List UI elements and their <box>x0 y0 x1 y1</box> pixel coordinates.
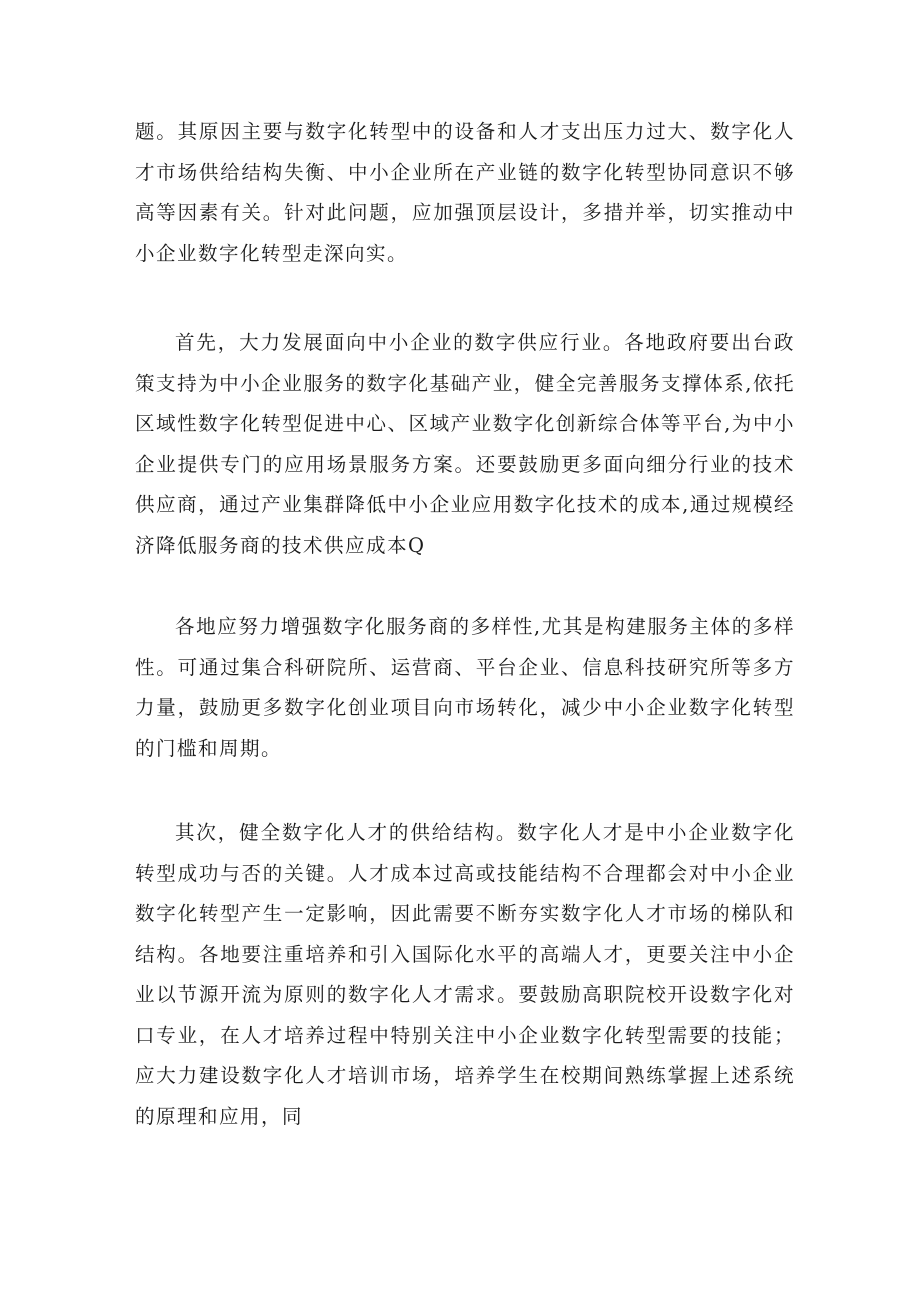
paragraph-talent-structure: 其次，健全数字化人才的供给结构。数字化人才是中小企业数字化转型成功与否的关键。人才成本过高或技能结构不合理都会对中小企业数字化转型产生一定影响，因此需要不断夯实数字化人才市场的梯队和结构。各地要注重培养和引入国际化水平的高端人才，更要关注中小企业以节源开流为原则的数字化人才需求。要鼓励高职院校开设数字化对口专业，在人才培养过程中特别关注中小企业数字化转型需要的技能；应大力建设数字化人才培训市场，培养学生在校期间熟练掌握上述系统的原理和应用，同 <box>135 821 795 1128</box>
paragraph-continuation: 题。其原因主要与数字化转型中的设备和人才支出压力过大、数字化人才市场供给结构失衡、中小企业所在产业链的数字化转型协同意识不够高等因素有关。针对此问题，应加强顶层设计，多措并举，切实推动中小企业数字化转型走深向实。 <box>135 120 795 265</box>
paragraph-service-diversity: 各地应努力增强数字化服务商的多样性,尤其是构建服务主体的多样性。可通过集合科研院所、运营商、平台企业、信息科技研究所等多方力量，鼓励更多数字化创业项目向市场转化，减少中小企业数字化转型的门槛和周期。 <box>135 615 795 760</box>
paragraph-digital-supply: 首先，大力发展面向中小企业的数字供应行业。各地政府要出台政策支持为中小企业服务的数字化基础产业，健全完善服务支撑体系,依托区域性数字化转型促进中心、区域产业数字化创新综合体等平台,为中小企业提供专门的应用场景服务方案。还要鼓励更多面向细分行业的技术供应商，通过产业集群降低中小企业应用数字化技术的成本,通过规模经济降低服务商的技术供应成本Q <box>135 331 795 557</box>
